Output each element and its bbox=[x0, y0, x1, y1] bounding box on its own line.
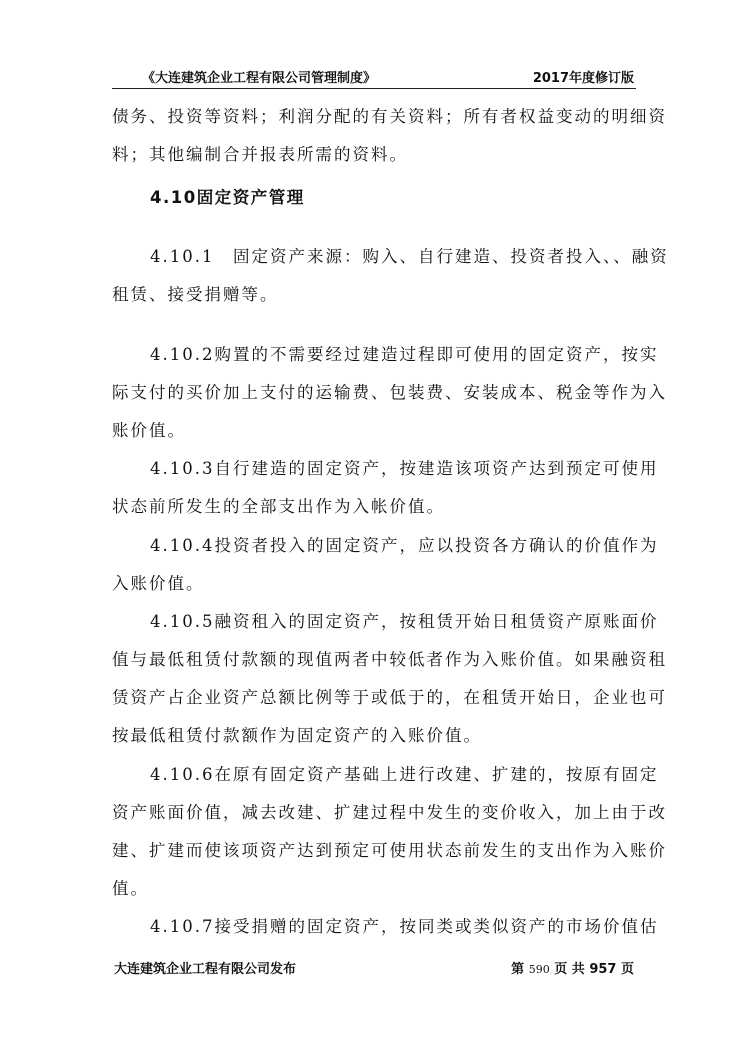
paragraph-line: 4.10.1 固定资产来源：购入、自行建造、投资者投入、、融资 bbox=[150, 247, 669, 266]
paragraph-line: 4.10.6在原有固定资产基础上进行改建、扩建的，按原有固定 bbox=[150, 765, 659, 784]
header-version: 2017年度修订版 bbox=[532, 71, 634, 86]
paragraph-line: 建、扩建而使该项资产达到预定可使用状态前发生的支出作为入账价 bbox=[112, 841, 667, 860]
paragraph-line: 资产账面价值，减去改建、扩建过程中发生的变价收入，加上由于改 bbox=[112, 803, 667, 822]
paragraph-line: 4.10.5融资租入的固定资产，按租赁开始日租赁资产原账面价 bbox=[150, 612, 659, 631]
page-mid: 页 共 bbox=[554, 962, 585, 977]
paragraph-line: 状态前所发生的全部支出作为入帐价值。 bbox=[112, 497, 445, 516]
paragraph-line: 4.10.7接受捐赠的固定资产，按同类或类似资产的市场价值估 bbox=[150, 917, 659, 936]
paragraph-line: 入账价值。 bbox=[112, 574, 205, 593]
footer-page-number bbox=[511, 958, 634, 977]
paragraph-line: 值与最低租赁付款额的现值两者中较低者作为入账价值。如果融资租 bbox=[112, 650, 667, 669]
paragraph-line: 际支付的买价加上支付的运输费、包装费、安装成本、税金等作为入 bbox=[112, 383, 667, 402]
current-page: 590 bbox=[528, 963, 550, 976]
paragraph-line: 租赁、接受捐赠等。 bbox=[112, 285, 279, 304]
paragraph-line: 按最低租赁付款额作为固定资产的入账价值。 bbox=[112, 726, 482, 745]
paragraph-line: 赁资产占企业资产总额比例等于或低于的，在租赁开始日，企业也可 bbox=[112, 688, 667, 707]
total-pages: 957 bbox=[589, 962, 617, 977]
page-footer bbox=[112, 958, 636, 980]
paragraph-line: 账价值。 bbox=[112, 421, 186, 440]
paragraph-line: 4.10.3自行建造的固定资产，按建造该项资产达到预定可使用 bbox=[150, 459, 659, 478]
page-header bbox=[112, 64, 636, 89]
header-document-title: 《大连建筑企业工程有限公司管理制度》 bbox=[142, 71, 377, 86]
page-prefix: 第 bbox=[511, 962, 525, 977]
paragraph-line: 4.10.2购置的不需要经过建造过程即可使用的固定资产，按实 bbox=[150, 345, 659, 364]
section-heading: 4.10固定资产管理 bbox=[150, 188, 305, 207]
paragraph-line: 值。 bbox=[112, 879, 149, 898]
paragraph-line: 债务、投资等资料；利润分配的有关资料；所有者权益变动的明细资 bbox=[112, 107, 667, 126]
paragraph-line: 料；其他编制合并报表所需的资料。 bbox=[112, 145, 408, 164]
footer-publisher: 大连建筑企业工程有限公司发布 bbox=[114, 962, 297, 977]
paragraph-line: 4.10.4投资者投入的固定资产，应以投资各方确认的价值作为 bbox=[150, 536, 659, 555]
page-suffix: 页 bbox=[620, 962, 634, 977]
